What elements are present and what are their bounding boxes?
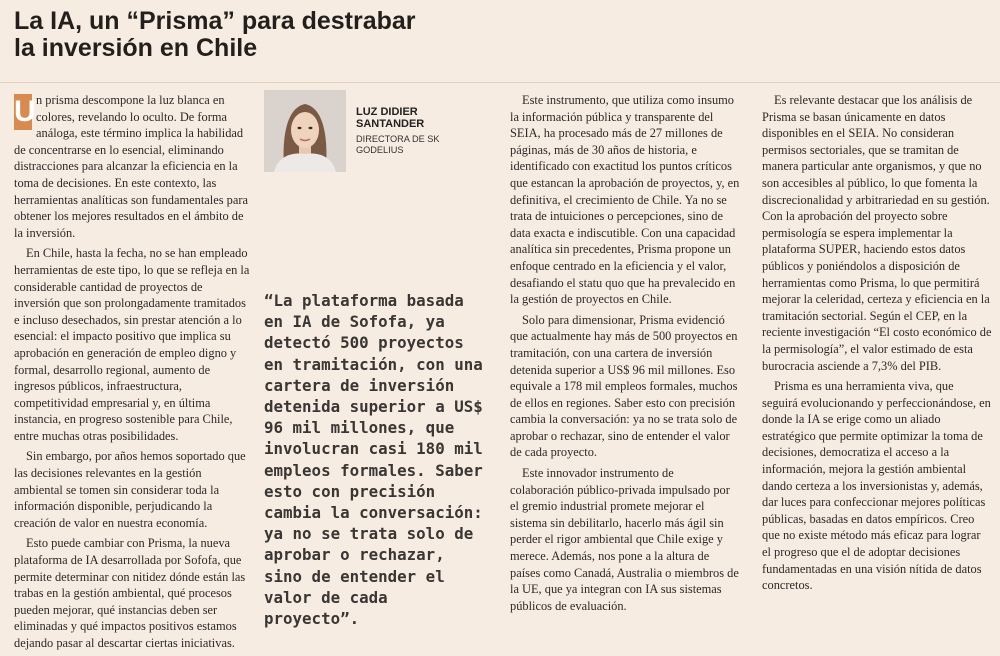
headline-line-1: La IA, un “Prisma” para destrabar: [14, 7, 416, 35]
author-byline: [356, 106, 496, 156]
paragraph-6: Solo para dimensionar, Prisma evidenció que actualmente hay más de 500 proyectos en tramitación, con una cartera de inversión detenida superior a US$ 96 mil millones. Eso equivale a 178 mil empleos formales, muchos de ellos en regiones. Saber esto con precisión cambia la conversación: ya no se trata solo de aprobar o rechazar, sino de entender el valor de cada proyecto.: [510, 312, 738, 460]
paragraph-2: En Chile, hasta la fecha, no se han empleado herramientas de este tipo, lo que se refleja en la considerable cantidad de proyectos de inversión que son prolongadamente tramitados e incluso desechados, sin prestar atención a lo esencial: el impacto positivo que implica su aprobación en generación de empleo digno y formal, desarrollo regional, aumento de ingresos públicos, infraestructura, competitividad empresarial y, en última instancia, en progreso sostenible para Chile, entre muchas otras posibilidades.: [14, 246, 250, 443]
paragraph-8: Es relevante destacar que los análisis de Prisma se basan únicamente en datos disponibles en el SEIA. No consideran permisos sectoriales, que se tramitan de manera particular ante organismos, y que no son accesibles al público, lo que fomenta la discrecionalidad y arbitrariedad en su gestión. Con la aprobación del proyecto sobre permisología se espera implementar la plataforma SUPER, haciendo estos datos públicos y poniéndolos a disposición de herramientas como Prisma, lo que permitirá mejorar la celeridad, certeza y eficiencia en la tramitación sectorial. Según el CEP, en la reciente investigación “El costo económico de la permisología”, el valor estimado de esta burocracia asciende a 7,3% del PIB.: [762, 93, 992, 373]
author-name-line-1: LUZ DIDIER: [356, 106, 418, 118]
author-role-line-2: GODELIUS: [356, 145, 404, 155]
article-column-3: [510, 92, 740, 618]
paragraph-1: [14, 92, 250, 241]
paragraph-4: Esto puede cambiar con Prisma, la nueva plataforma de IA desarrollada por Sofofa, que permite determinar con nitidez dónde están las trabas en la gestión ambiental, qué procesos pueden mejorar, qué instancias deben ser eliminadas y qué impactos positivos estamos dejando pasar al descartar ciertas iniciativas.: [14, 536, 246, 650]
paragraph-1-text: n prisma descompone la luz blanca en colores, revelando lo oculto. De forma análoga, este término implica la habilidad de concentrarse en lo esencial, eliminando distracciones para alcanzar la eficiencia en la toma de decisiones. En este contexto, las herramientas analíticas son fundamentales para obtener los mejores resultados en el ámbito de la inversión.: [14, 93, 248, 240]
article-column-1: [14, 92, 250, 656]
paragraph-7: Este innovador instrumento de colaboración público-privada impulsado por el gremio industrial promete mejorar el sistema sin debilitarlo, hacerlo más ágil sin perder el rigor ambiental que Chile exige y merece. Además, nos pone a la altura de países como Canadá, Australia o miembros de la UE, que ya integran con IA sus sistemas públicos de evaluación.: [510, 466, 739, 613]
paragraph-3: Sin embargo, por años hemos soportado que las decisiones relevantes en la gestión ambiental se tomen sin considerar toda la información disponible, perjudicando la creación de valor en nuestra economía.: [14, 449, 246, 530]
author-name: [356, 106, 496, 130]
headline-line-2: la inversión en Chile: [14, 34, 258, 62]
paragraph-5: Este instrumento, que utiliza como insumo la información pública y transparente del SEIA, ha procesado más de 27 millones de páginas, más de 30 años de historia, e identificado con exactitud los puntos críticos que estancan la aprobación de proyectos, y, en definitiva, el crecimiento de Chile. Ya no se trata de intuiciones o percepciones, sino de data exacta e indiscutible. Con una capacidad analítica sin precedentes, Prisma propone un enfoque centrado en la eficiencia y el valor, desafiando el statu quo que ha prevalecido en la gestión de proyectos en Chile.: [510, 93, 740, 307]
author-role-line-1: DIRECTORA DE SK: [356, 134, 440, 144]
article-column-4: [762, 92, 992, 598]
article-headline: [14, 8, 494, 62]
header-divider: [0, 82, 1000, 83]
author-photo: [264, 90, 346, 172]
paragraph-9: Prisma es una herramienta viva, que seguirá evolucionando y perfeccionándose, en donde la IA se erige como un aliado estratégico que permite optimizar la toma de decisiones, democratiza el acceso a la información, mejora la gestión ambiental dando certeza a los inversionistas y, además, dar luces para confeccionar mejores políticas públicas, basadas en datos empíricos. Creo que no existe método más eficaz para lograr el progreso que el de adoptar decisiones fundamentadas en una visión nítida de datos concretos.: [762, 379, 991, 593]
author-name-line-2: SANTANDER: [356, 118, 425, 130]
author-role: [356, 134, 496, 156]
drop-cap: U: [14, 95, 36, 128]
pull-quote: “La plataforma basada en IA de Sofofa, ya detectó 500 proyectos en tramitación, con una cartera de inversión detenida superior a US$ 96 mil millones, que involucran casi 180 mil empleos formales. Saber esto con precisión cambia la conversación: ya no se trata solo de aprobar o rechazar, sino de entender el valor de cada proyecto”.: [264, 291, 483, 629]
